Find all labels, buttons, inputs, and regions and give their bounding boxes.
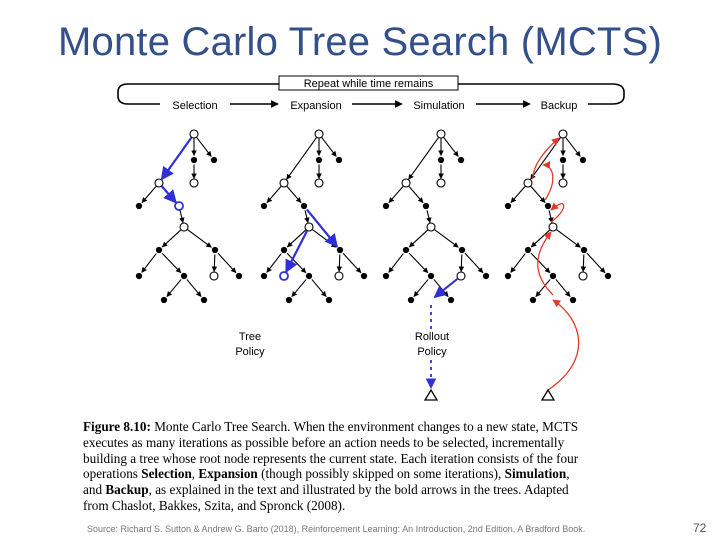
tree2-node-open	[315, 179, 323, 187]
tree2-node-open	[335, 272, 343, 280]
tree3-edge	[414, 279, 428, 296]
tree3-node-filled	[408, 297, 413, 302]
tree3-edge	[389, 254, 404, 273]
tree2-edge	[267, 186, 281, 202]
tree2-edge	[322, 138, 337, 157]
tree4-node-filled	[505, 203, 510, 208]
tree1-node-filled	[201, 297, 206, 302]
tree3-node-open	[437, 179, 445, 187]
tree4-node-filled	[570, 297, 575, 302]
tree4-node-open	[579, 272, 587, 280]
tree3-node-filled	[403, 247, 408, 252]
tree1-node-filled	[156, 247, 161, 252]
tree3-edge	[465, 253, 483, 272]
tree1-node-filled	[211, 157, 216, 162]
tree3-edge	[409, 186, 423, 202]
caption-line-3: building a tree whose root node represents the current state. Each iteration consists of the four	[83, 450, 579, 466]
caption-term-backup: Backup	[105, 482, 149, 498]
figure-caption	[83, 419, 648, 514]
tree1-node-filled	[161, 297, 166, 302]
phase-selection-label: Selection	[172, 100, 218, 112]
tree2-node-filled	[336, 157, 341, 162]
tree2-edge	[305, 210, 308, 222]
tree2-node-open	[315, 130, 323, 138]
tree3-edge	[409, 230, 427, 247]
phase-expansion-label: Expansion	[290, 100, 342, 112]
tree1-edge	[167, 279, 181, 296]
tree1-edge	[180, 210, 183, 222]
tree1-node-open	[155, 179, 163, 187]
tree2-node-filled	[306, 273, 311, 278]
tree3-node-filled	[438, 157, 443, 162]
tree4-node-filled	[580, 157, 585, 162]
caption-term-expansion: Expansion	[198, 466, 258, 482]
tree1-node-filled	[136, 273, 141, 278]
tree1-node-open	[180, 223, 188, 231]
tree3-node-filled	[458, 157, 463, 162]
tree1-node-filled	[181, 273, 186, 278]
caption-term-selection: Selection	[141, 466, 192, 482]
tree2-node-filled	[281, 247, 286, 252]
loop-label: Repeat while time remains	[303, 78, 434, 90]
tree4-node-filled	[525, 247, 530, 252]
page-number: 72	[693, 521, 707, 535]
tree2-node-open	[305, 223, 313, 231]
tree2-node-filled	[326, 297, 331, 302]
tree1-edge	[197, 138, 212, 157]
tree3-edge	[435, 230, 459, 248]
selection-arrow	[162, 138, 192, 180]
caption-label: Figure 8.10:	[83, 419, 151, 434]
tree1-node-open	[210, 272, 218, 280]
tree3-edge	[409, 253, 428, 273]
caption-seg-2: (though possibly skipped on some iterations),	[257, 466, 505, 482]
trees-group	[136, 130, 610, 400]
tree1-node-filled	[212, 247, 217, 252]
tree3-node-filled	[383, 273, 388, 278]
tree4-node-filled	[581, 247, 586, 252]
caption-seg-4: , as explained in the text and illustrated by the bold arrows in the trees. Adapted	[148, 482, 569, 498]
tree-policy-label-1: Tree	[238, 331, 262, 343]
tree1-node-filled	[236, 273, 241, 278]
tree1-node-filled	[136, 203, 141, 208]
tree2-node-filled	[286, 297, 291, 302]
backup-arrow	[538, 232, 553, 295]
tree3-node-filled	[483, 273, 488, 278]
tree3-node-open	[427, 223, 435, 231]
tree4-node-filled	[530, 297, 535, 302]
tree1-edge	[188, 230, 212, 248]
tree3-node-filled	[448, 297, 453, 302]
tree2-node-filled	[261, 203, 266, 208]
tree3-edge	[461, 254, 462, 271]
tree4-edge	[583, 254, 584, 271]
caption-seg-3: ,	[566, 466, 570, 482]
tree-policy-label-2: Policy	[235, 346, 265, 358]
tree3-node-filled	[428, 273, 433, 278]
tree1-edge	[142, 254, 157, 273]
selection-arrow	[162, 186, 176, 202]
tree3-node-open	[437, 130, 445, 138]
terminal-triangle	[425, 390, 437, 400]
slide-title: Monte Carlo Tree Search (MCTS)	[58, 20, 662, 64]
tree2-edge	[287, 186, 301, 202]
caption-seg-1: ,	[191, 466, 199, 482]
tree4-edge	[511, 186, 525, 202]
tree3-node-filled	[459, 247, 464, 252]
phase-simulation-label: Simulation	[413, 100, 465, 112]
backup-arrow	[551, 204, 564, 222]
tree1-edge	[162, 253, 181, 273]
tree2-edge	[287, 138, 317, 180]
tree2-node-filled	[337, 247, 342, 252]
tree4-node-filled	[560, 157, 565, 162]
tree4-edge	[511, 254, 526, 273]
tree4-edge	[531, 186, 545, 202]
tree2-edge	[312, 279, 326, 296]
tree1-edge	[214, 254, 215, 271]
tree1-node-open	[190, 179, 198, 187]
caption-line-4a: operations	[83, 466, 142, 482]
tree4-node-open	[559, 179, 567, 187]
tree4-edge	[531, 138, 561, 180]
caption-line-6: from Chaslot, Bakkes, Szita, and Spronck (2008).	[83, 497, 346, 513]
tree3-edge	[409, 138, 439, 180]
phase-backup-label: Backup	[540, 100, 578, 112]
tree4-edge	[549, 210, 552, 222]
tree1-edge	[162, 230, 180, 247]
backup-arrow	[543, 165, 553, 200]
tree2-node-filled	[316, 157, 321, 162]
terminal-triangle	[542, 390, 554, 400]
mcts-diagram	[0, 70, 720, 415]
tree4-edge	[531, 253, 550, 273]
tree1-edge	[142, 186, 156, 202]
tree2-node-open	[280, 179, 288, 187]
tree4-node-filled	[545, 203, 550, 208]
caption-term-simulation: Simulation	[504, 466, 567, 482]
tree4-edge	[566, 138, 581, 157]
tree3-node-filled	[423, 203, 428, 208]
rollout-policy-label-1: Rollout	[414, 331, 450, 343]
tree3-node-filled	[383, 203, 388, 208]
caption-line-5a: and	[83, 482, 106, 498]
source-citation: Source: Richard S. Sutton & Andrew G. Barto (2018), Reinforcement Learning: An Introduction, 2nd Edition, A Bradford Book.	[87, 524, 586, 534]
tree4-node-filled	[605, 273, 610, 278]
tree3-edge	[444, 138, 459, 157]
tree3-edge	[389, 186, 403, 202]
tree4-node-filled	[550, 273, 555, 278]
tree3-node-open	[457, 272, 465, 280]
tree2-node-filled	[261, 273, 266, 278]
rollout-policy-label-2: Policy	[417, 346, 447, 358]
caption-line-1: Monte Carlo Tree Search. When the environment changes to a new state, MCTS	[150, 419, 579, 434]
tree2-edge	[292, 279, 306, 296]
tree4-edge	[557, 230, 581, 248]
tree2-edge	[267, 254, 282, 273]
tree2-node-filled	[301, 203, 306, 208]
tree1-edge	[218, 253, 236, 272]
tree2-node-filled	[361, 273, 366, 278]
expansion-arrow	[286, 231, 307, 272]
tree4-node-open	[549, 223, 557, 231]
selected-node	[175, 202, 183, 210]
tree4-edge	[587, 253, 605, 272]
tree2-edge	[343, 253, 361, 272]
tree1-node-filled	[191, 157, 196, 162]
caption-line-2: executes as many iterations as possible before an action needs to be selected, incrementally	[83, 434, 565, 450]
expanded-node	[280, 272, 288, 280]
tree3-edge	[427, 210, 430, 222]
tree3-node-open	[402, 179, 410, 187]
backup-arrow	[548, 300, 579, 390]
tree2-edge	[339, 254, 340, 271]
tree4-node-filled	[505, 273, 510, 278]
tree1-node-open	[190, 130, 198, 138]
tree4-edge	[556, 279, 570, 296]
tree1-edge	[187, 279, 201, 296]
tree4-node-open	[559, 130, 567, 138]
tree4-node-open	[524, 179, 532, 187]
